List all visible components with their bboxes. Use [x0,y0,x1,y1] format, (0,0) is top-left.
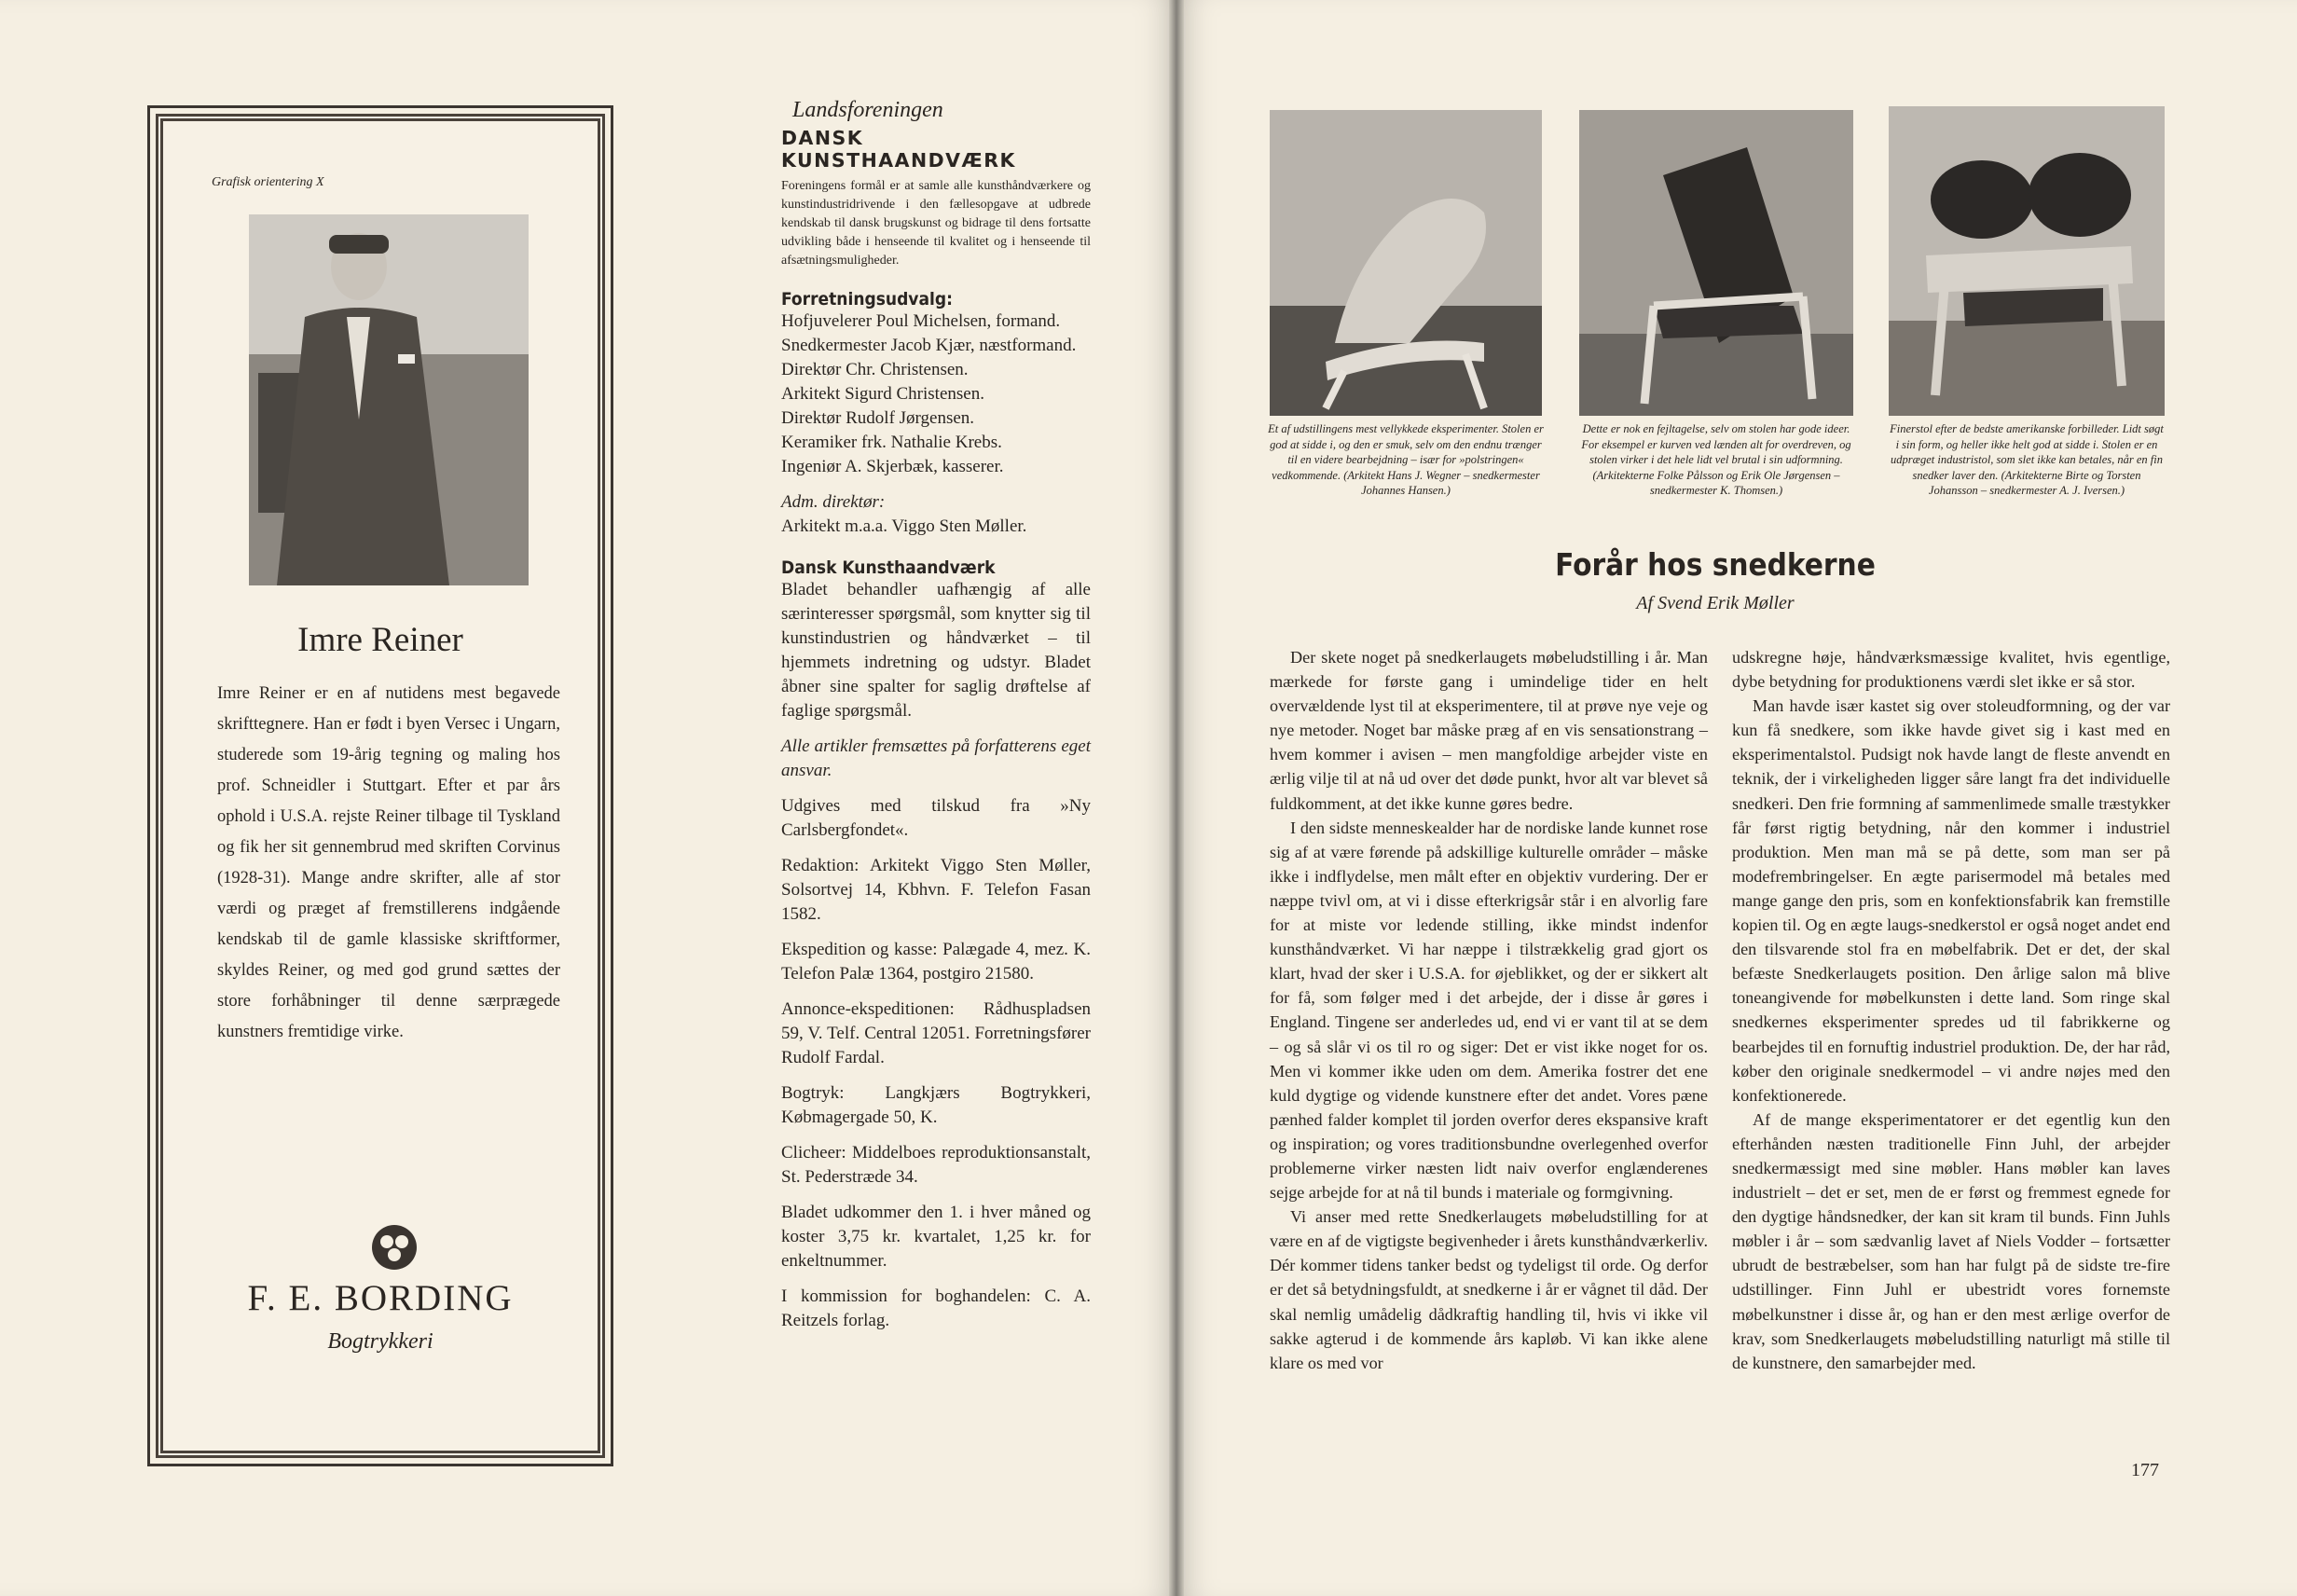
article-paragraph: udskregne høje, håndværksmæssige kvalitet, hvis egentlige, dybe betydning for produktionens værdi slet ikke er så stor. [1732,648,2170,692]
masthead-intro: Foreningens formål er at samle alle kunsthåndværkere og kunstindustridrivende i den fællesopgave at udbrede kendskab til dansk brugskunst og bidrage til dens fortsatte udvikling både i henseende til kvalitet og i henseende til afsætningsmuligheder. [781,179,1091,268]
article-column-1 [1270,645,1708,1375]
chair-photo-1 [1270,110,1542,416]
bording-logo [370,1223,419,1272]
article-column-2 [1732,645,2170,1375]
chair-photo-2 [1579,110,1853,416]
masthead-title: DANSK KUNSTHAANDVÆRK [781,127,1016,172]
director-label: Adm. direktør: [781,492,886,512]
magazine-paragraph: Redaktion: Arkitekt Viggo Sten Møller, Solsortvej 14, Kbhvn. F. Telefon Fasan 1582. [781,856,1091,924]
article-paragraph: Af de mange eksperimentatorer er det egentlig kun den efterhånden næsten traditionelle Finn Juhl, der arbejder snedkermæssigt med sine møbler. Hans møbler kan laves industrielt – det er set, men de er først og fremmest egnede for den dygtige håndsnedker, der kan sit kram til bunds. Finn Juhls møbler i år – som sædvanlig lavet af Niels Vodder – fortsætter ubrudt de bestræbelser, som han har fulgt på de sidste tre-fire udstillinger. Finn Juhl er ubestridt vores fornemste møbelkunstner i disse år, og han er den mest ærlige overfor de krav, som Snedkerlaugets møbeludstilling naturligt må stille til de kunstnere, den samarbejder med. [1732,1109,2170,1372]
ad-title: Imre Reiner [297,621,463,659]
committee-member: Direktør Rudolf Jørgensen. [781,408,975,428]
page-number: 177 [2131,1460,2159,1480]
committee-member: Hofjuvelerer Poul Michelsen, formand. [781,311,1061,331]
magazine-paragraph: Bogtryk: Langkjærs Bogtrykkeri, Købmagergade 50, K. [781,1083,1091,1127]
portrait-figure [249,214,529,585]
masthead-column [781,98,1091,1333]
magazine-paragraph: Bladet udkommer den 1. i hver måned og koster 3,75 kr. kvartalet, 1,25 kr. for enkeltnummer. [781,1203,1091,1271]
article-byline: Af Svend Erik Møller [1636,593,1795,613]
advertisement-frame [147,105,613,1466]
article-paragraph: Vi anser med rette Snedkerlaugets møbeludstilling for at være en af de vigtigste begivenheder i årets kunsthåndværkerliv. Dér kommer tidens tanker bedst og tydeligst til orde. Og derfor er det så betydningsfuldt, at snedkerne i år er vågnet til dåd. Der skal nemlig umådelig dådkraftig handling til, hvis vi ikke vil sakke agterud i de kommende års kapløb. Vi kan ikke alene klare os med vor [1270,1207,1708,1372]
committee-member: Arkitekt Sigurd Christensen. [781,384,984,404]
article-paragraph: I den sidste menneskealder har de nordiske lande kunnet rose sig af at være førende på adskillige kulturelle områder – måske ikke i indflydelse, men målt efter en objektiv vurdering. Der er næppe tvivl om, at vi i disse efterkrigsår står i en alvorlig fare for at miste vor ledende stilling, ikke mindst indenfor kunsthåndværket. Vi har næppe i tilstrækkelig grad gjort os klart, hvad der sker i U.S.A. for øjeblikket, og der er sikkert alt for få, som følger med i det arbejde, der i disse år gøres i England. Tingene ser anderledes ud, end vi er vant til at se dem – og så slår vi os til ro og siger: Det er vist ikke noget for os. Men vi kommer ikke uden om dem. Amerika fostrer det ene kuld dygtige og vidende kunstnere efter det andet. Vores pæne pænhed falder komplet til jorden overfor deres ekspansive kraft og inspiration; og vores traditionsbundne overlegenhed overfor problemerne virker næsten lidt naiv overfor englænderenes sejge arbejde for at nå til bunds i materiale og formgivning. [1270,818,1708,1203]
committee-member: Direktør Chr. Christensen. [781,360,969,379]
magazine-paragraph: I kommission for boghandelen: C. A. Reitzels forlag. [781,1286,1091,1330]
photo-caption: Dette er nok en fejltagelse, selv om stolen har gode ideer. For eksempel er kurven ved lænden alt for overdreven, og stolen virker i det hele lidt vel brutal i sin udformning. (Arkitekterne Folke Pålsson og Erik Ole Jørgensen – snedkermester K. Thomsen.) [1581,422,1851,497]
committee-member: Keramiker frk. Nathalie Krebs. [781,433,1002,452]
ad-label: Grafisk orientering X [212,175,324,189]
article-paragraph: Der skete noget på snedkerlaugets møbeludstilling i år. Man mærkede for første gang i umindelige tider en helt overvældende lyst til at eksperimentere, til at prøve nye veje og nye metoder. Noget bar måske præg af en vis sensationstrang – hvem kommer i avisen – men mangfoldige arbejder viste en ærlig vilje til at nå ud over det døde punkt, hvor alt var blevet så fuldkomment, at det ikke kunne gøres bedre. [1270,648,1708,813]
ad-body: Imre Reiner er en af nutidens mest begavede skrifttegnere. Han er født i byen Versec i Ungarn, studerede som 19-årig tegning og maling hos prof. Schneidler i Stuttgart. Efter et par års ophold i U.S.A. rejste Reiner tilbage til Tyskland og fik her sit gennembrud med skriften Corvinus (1928-31). Mange andre skrifter, alle af stor værdi og præget af fremstillerens indgående kendskab til de gamle klassiske skriftformer, skyldes Reiner, og med god grund sættes der store forhåbninger til denne særprægede kunstners fremtidige virke. [217,684,560,1041]
article-paragraph: Man havde især kastet sig over stoleudformning, og der var kun få snedkere, som ikke havde givet sig i kast med en eksperimentalstol. Pudsigt nok havde langt de fleste anvendt en teknik, der i virkeligheden ligger såre langt fra det individuelle snedkeri. Den frie formning af sammenlimede smalle træstykker får først rigtig betydning, når den kommer i industriel produktion. Men man må se på dette, som man ser på modefrembringelser. En ægte parisermodel må betales med mange gange den pris, som en konfektionsfabrik kan fremstille kopien til. Og en ægte laugs-snedkerstol er også noget andet end den tilsvarende stol fra en møbelfabrik. Det er det, der skal befæste Snedkerlaugets position. Den årlige salon må blive toneangivende for møbelkunsten i dette land. Som ringe skal snedkernes eksperimenter spredes ud til fabrikkerne og bearbejdes til en fornuftig industriel produktion. De, der har råd, køber den originale snedkermodel – vi andre nøjes med den konfektionerede. [1732,696,2170,1105]
advertisement-inner [156,114,605,1458]
photo-caption: Finerstol efter de bedste amerikanske forbilleder. Lidt søgt i sin form, og heller ikke helt god at sidde i. Stolen er en udpræget industristol, som slet ikke kan betales, når en fin snedker laver den. (Arkitekterne Birte og Torsten Johansson – snedkermester A. J. Iversen.) [1890,422,2164,497]
ad-company-sub: Bogtrykkeri [327,1329,433,1354]
portrait-photo [249,214,529,585]
chair-photo-3 [1889,106,2165,416]
committee-member: Snedkermester Jacob Kjær, næstformand. [781,336,1077,355]
director-name: Arkitekt m.a.a. Viggo Sten Møller. [781,516,1027,536]
book-gutter [1169,0,1184,1596]
masthead-script: Landsforeningen [792,98,943,122]
photo-caption: Et af udstillingens mest vellykkede eksperimenter. Stolen er god at sidde i, og den er smuk, selv om den endnu trænger til en videre bearbejdning – især for »polstringen« vedkommende. (Arkitekt Hans J. Wegner – snedkermester Johannes Hansen.) [1268,422,1544,497]
magazine-paragraph: Ekspedition og kasse: Palægade 4, mez. K. Telefon Palæ 1364, postgiro 21580. [781,940,1091,984]
magazine-paragraph: Clicheer: Middelboes reproduktionsanstalt, St. Pederstræde 34. [781,1143,1091,1187]
article-title: Forår hos snedkerne [1555,546,1876,583]
committee-heading: Forretningsudvalg: [781,289,953,310]
magazine-paragraph: Annonce-ekspeditionen: Rådhuspladsen 59, V. Telf. Central 12051. Forretningsfører Rudolf Fardal. [781,999,1091,1067]
magazine-heading: Dansk Kunsthaandværk [781,557,996,578]
magazine-note: Alle artikler fremsættes på forfatterens eget ansvar. [781,736,1091,780]
magazine-paragraph: Bladet behandler uafhængig af alle særinteresser spørgsmål, som knytter sig til kunstindustrien og håndværket – til hjemmets indretning og udstyr. Bladet åbner sine spalter for saglig drøftelse af faglige spørgsmål. [781,580,1091,721]
committee-member: Ingeniør A. Skjerbæk, kasserer. [781,457,1004,476]
magazine-paragraph: Udgives med tilskud fra »Ny Carlsbergfondet«. [781,796,1091,840]
ad-company-name: F. E. BORDING [247,1278,514,1318]
